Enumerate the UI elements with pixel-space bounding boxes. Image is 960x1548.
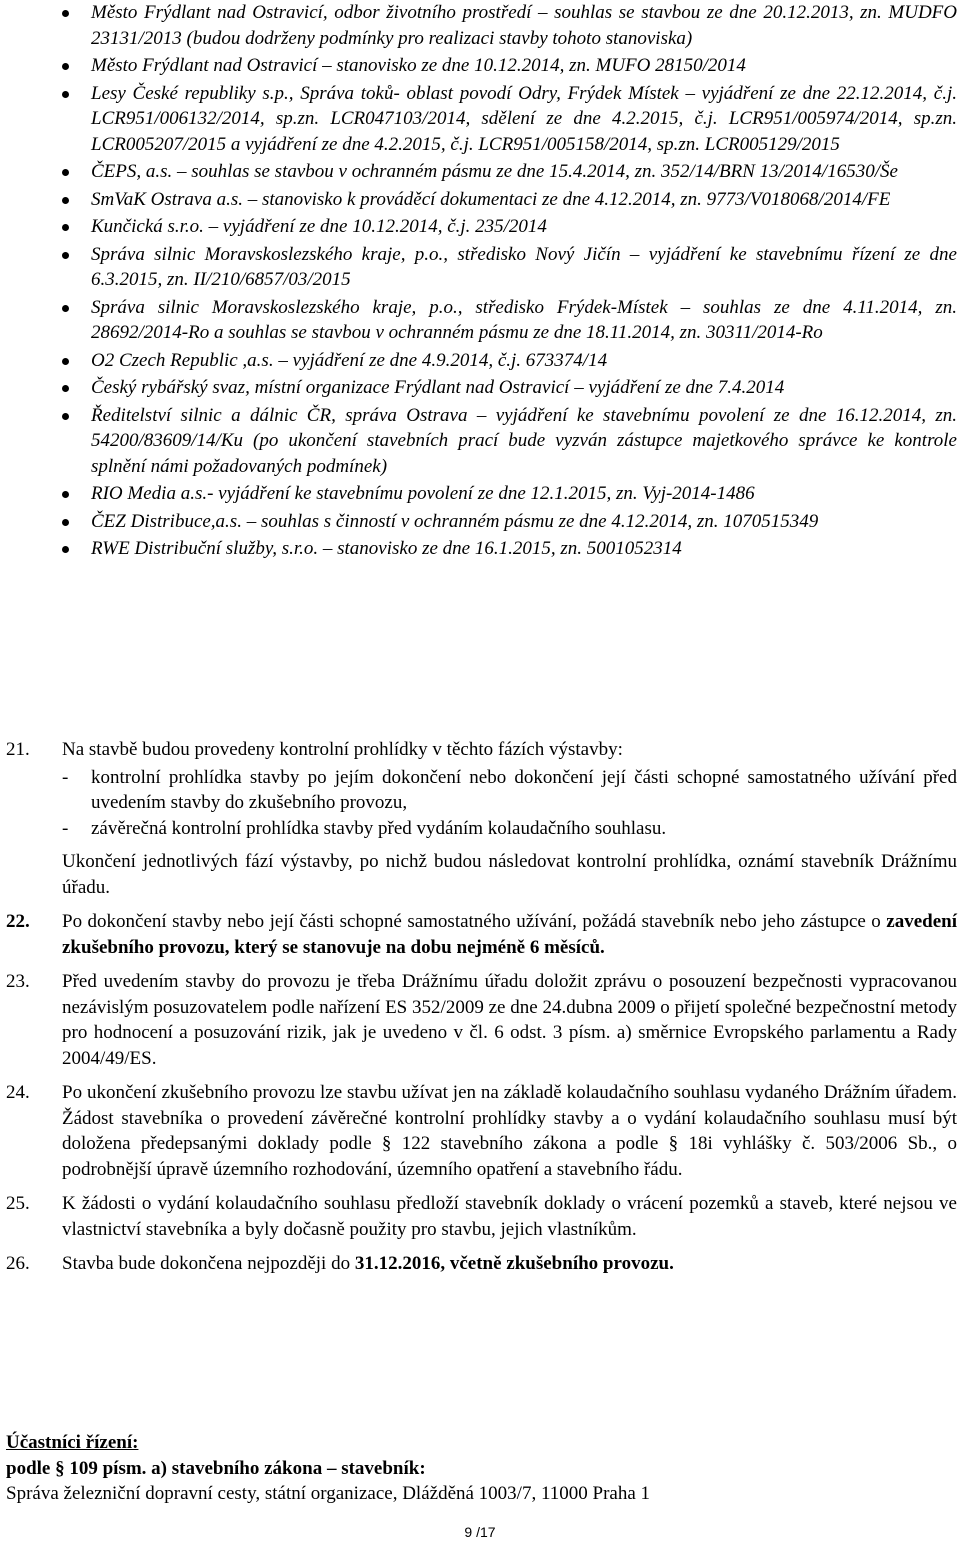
list-item: RIO Media a.s.- vyjádření ke stavebnímu povolení ze dne 12.1.2015, zn. Vyj-2014-1486 — [62, 481, 957, 507]
bullet-icon — [62, 385, 69, 392]
condition-number: 22. — [6, 911, 30, 932]
condition-text: Po ukončení zkušebního provozu lze stavbu užívat jen na základě kolaudačního souhlasu vydaného Drážním úřadem. Žádost stavebníka o provedení závěrečné kontrolní prohlídky stavby a o vydání kolaudačního souhlasu musí být doložena předepsanými doklady podle § 122 stavebního zákona a podle § 18i vyhlášky č. 503/2006 Sb., o podrobnější úpravě územního rozhodování, územního opatření a stavebního řádu. — [62, 1082, 957, 1180]
list-item: ČEZ Distribuce,a.s. – souhlas s činností v ochranném pásmu ze dne 4.12.2014, zn. 1070515349 — [62, 509, 957, 535]
dash-marker: - — [62, 766, 69, 788]
bullet-icon — [62, 546, 69, 553]
condition-number: 21. — [6, 739, 30, 760]
condition-24 — [0, 1080, 960, 1182]
bullet-icon — [62, 63, 69, 70]
list-item: Český rybářský svaz, místní organizace Frýdlant nad Ostravicí – vyjádření ze dne 7.4.2014 — [62, 375, 957, 401]
condition-text: K žádosti o vydání kolaudačního souhlasu předloží stavebník doklady o vrácení pozemků a staveb, které nejsou ve vlastnictví stavebníka a byly dočasně použity pro stavbu, jejich vlastníkům. — [62, 1193, 957, 1240]
bullet-icon — [62, 169, 69, 176]
condition-22 — [0, 909, 960, 960]
inspection-list — [62, 765, 957, 842]
condition-number: 24. — [6, 1082, 30, 1103]
condition-21 — [0, 737, 960, 900]
participants-section — [6, 1430, 956, 1507]
condition-text: Stavba bude dokončena nejpozději do — [62, 1253, 355, 1274]
condition-text: Před uvedením stavby do provozu je třeba Drážnímu úřadu doložit zprávu o posouzení bezpečnosti vypracovanou nezávislým posuzovatelem podle nařízení ES 352/2009 ze dne 24.dubna 2009 o přijetí společné bezpečnostní metody pro hodnocení a posuzování rizik, jak je uvedeno v čl. 6 odst. 3 písm. a) směrnice Evropského parlamentu a Rady 2004/49/ES. — [62, 971, 957, 1069]
condition-text: Po dokončení stavby nebo její části schopné samostatného užívání, požádá stavebník nebo jeho zástupce o — [62, 911, 887, 932]
list-item: O2 Czech Republic ,a.s. – vyjádření ze dne 4.9.2014, č.j. 673374/14 — [62, 348, 957, 374]
bullet-icon — [62, 413, 69, 420]
condition-25 — [0, 1191, 960, 1242]
condition-number: 26. — [6, 1253, 30, 1274]
list-item: Ředitelství silnic a dálnic ČR, správa Ostrava – vyjádření ke stavebnímu povolení ze dne 16.12.2014, zn. 54200/83609/14/Ku (po ukončení stavebních prací bude vyzván zástupce majetkového správce ke kontrole splnění námi požadovaných podmínek) — [62, 403, 957, 480]
list-item: Kunčická s.r.o. – vyjádření ze dne 10.12.2014, č.j. 235/2014 — [62, 214, 957, 240]
bullet-icon — [62, 519, 69, 526]
statements-list — [62, 0, 957, 564]
participants-heading: Účastníci řízení: — [6, 1432, 139, 1453]
list-item: Správa silnic Moravskoslezského kraje, p.o., středisko Frýdek-Místek – souhlas ze dne 4.11.2014, zn. 28692/2014-Ro a souhlas se stavbou v ochranném pásmu ze dne 18.11.2014, zn. 30311/2014-Ro — [62, 295, 957, 346]
dash-marker: - — [62, 817, 69, 839]
condition-text: Na stavbě budou provedeny kontrolní prohlídky v těchto fázích výstavby: — [62, 739, 623, 760]
list-item: Město Frýdlant nad Ostravicí – stanovisko ze dne 10.12.2014, zn. MUFO 28150/2014 — [62, 53, 957, 79]
bullet-icon — [62, 305, 69, 312]
participants-subheading: podle § 109 písm. a) stavebního zákona – stavebník: — [6, 1457, 426, 1479]
bullet-icon — [62, 252, 69, 259]
list-item: Lesy České republiky s.p., Správa toků- oblast povodí Odry, Frýdek Místek – vyjádření ze dne 22.12.2014, č.j. LCR951/006132/2014, sp.zn. LCR047103/2014, sdělení ze dne 4.2.2015, č.j. LCR951/005974/2014, sp.zn. LCR005207/2015 a vyjádření ze dne 4.2.2015, č.j. LCR951/005158/2014, sp.zn. LCR005129/2015 — [62, 81, 957, 158]
list-item: - kontrolní prohlídka stavby po jejím dokončení nebo dokončení její části schopné samostatného užívání před uvedením stavby do zkušebního provozu, — [62, 766, 957, 813]
participant-line: Správa železniční dopravní cesty, státní organizace, Dlážděná 1003/7, 11000 Praha 1 — [6, 1483, 651, 1504]
list-item: Město Frýdlant nad Ostravicí, odbor životního prostředí – souhlas se stavbou ze dne 20.12.2013, zn. MUDFO 23131/2013 (budou dodrženy podmínky pro realizaci stavby tohoto stanoviska) — [62, 0, 957, 51]
conditions-section — [0, 737, 960, 1286]
bullet-icon — [62, 358, 69, 365]
list-item: RWE Distribuční služby, s.r.o. – stanovisko ze dne 16.1.2015, zn. 5001052314 — [62, 536, 957, 562]
list-item: ČEPS, a.s. – souhlas se stavbou v ochranném pásmu ze dne 15.4.2014, zn. 352/14/BRN 13/2014/16530/Še — [62, 159, 957, 185]
bullet-icon — [62, 224, 69, 231]
page-number: 9 /17 — [464, 1524, 496, 1540]
bullet-icon — [62, 491, 69, 498]
condition-number: 25. — [6, 1193, 30, 1214]
bullet-icon — [62, 197, 69, 204]
condition-26 — [0, 1251, 960, 1277]
condition-emphasis: 31.12.2016, včetně zkušebního provozu. — [354, 1253, 674, 1274]
condition-paragraph: Ukončení jednotlivých fází výstavby, po nichž budou následovat kontrolní prohlídka, oznámí stavebník Drážnímu úřadu. — [62, 851, 957, 898]
list-item: Správa silnic Moravskoslezského kraje, p.o., středisko Nový Jičín – vyjádření ke stavebnímu řízení ze dne 6.3.2015, zn. II/210/6857/03/2015 — [62, 242, 957, 293]
condition-emphasis: zavedení zkušebního provozu, který se stanovuje na dobu nejméně 6 měsíců. — [62, 911, 957, 958]
bullet-icon — [62, 10, 69, 17]
list-item: SmVaK Ostrava a.s. – stanovisko k prováděcí dokumentaci ze dne 4.12.2014, zn. 9773/V018068/2014/FE — [62, 187, 957, 213]
list-item: - závěrečná kontrolní prohlídka stavby před vydáním kolaudačního souhlasu. — [62, 816, 957, 842]
condition-number: 23. — [6, 971, 30, 992]
condition-23 — [0, 969, 960, 1071]
bullet-icon — [62, 91, 69, 98]
